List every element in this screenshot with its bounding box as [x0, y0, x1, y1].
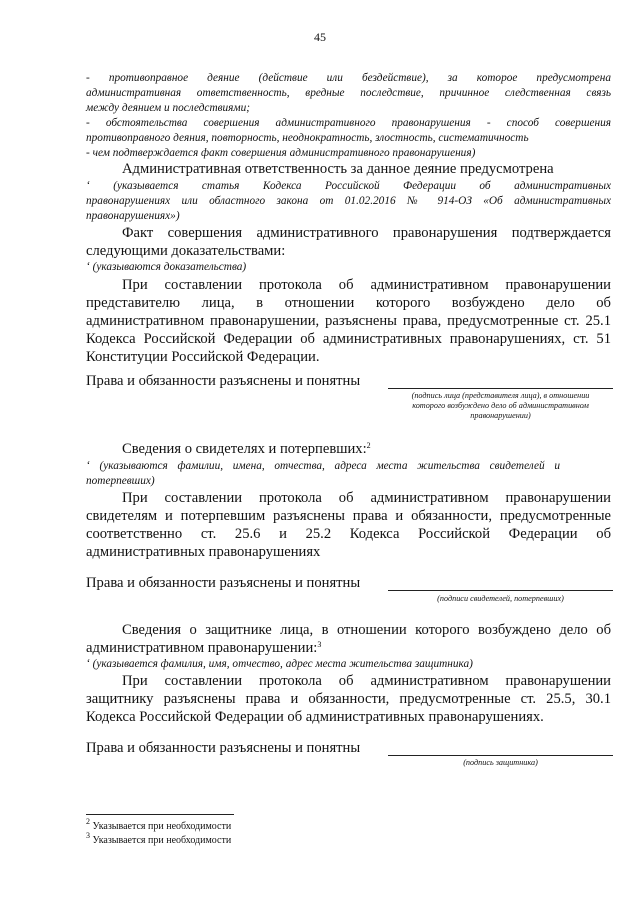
defender-text-line-1: При составлении протокола об административном правонарушении — [122, 673, 611, 689]
bullet-1-line-2: административная ответственность, вредные последствие, причинное следственная связь — [86, 87, 611, 99]
defender-text-line-3: Кодекса Российской Федерации об административных правонарушениях. — [86, 709, 544, 725]
signature-line-defender[interactable] — [388, 755, 613, 756]
witnesses-title: Сведения о свидетелях и потерпевших:$^2$ — [122, 441, 371, 457]
witnesses-note-line-2: потерпевших) — [86, 475, 155, 487]
liability-note-line-2: правонарушениях или областного закона от 01.02.2016 № 914-ОЗ «Об административных — [86, 195, 611, 207]
evidence-line-2: следующими доказательствами: — [86, 243, 286, 259]
witnesses-text-line-1: При составлении протокола об административном правонарушении — [122, 490, 611, 506]
defender-note: ‘ (указывается фамилия, имя, отчество, адрес места жительства защитника) — [86, 658, 473, 670]
rights-offender-line-1: При составлении протокола об административном правонарушении — [122, 277, 611, 293]
signature-line-offender[interactable] — [388, 388, 613, 389]
liability-text: Административная ответственность за данное деяние предусмотрена — [122, 161, 554, 177]
bullet-2-line-1: - обстоятельства совершения административного правонарушения - способ совершения — [86, 117, 611, 129]
witnesses-note-line-1: ‘ (указываются фамилии, имена, отчества, адреса места жительства свидетелей и — [86, 460, 560, 472]
footnote-2: $^2$ Указывается при необходимости — [86, 817, 232, 832]
footnote-ref-3: 3 — [317, 640, 322, 649]
bullet-3-line-1: - чем подтверждается факт совершения административного правонарушения) — [86, 147, 476, 159]
defender-title-line-1: Сведения о защитнике лица, в отношении которого возбуждено дело об — [122, 622, 611, 638]
bullet-1-line-1: - противоправное деяние (действие или бездействие), за которое предусмотрена — [86, 72, 611, 84]
page-number: 45 — [314, 30, 326, 44]
signature-caption-offender-line-2: которого возбуждено дело об административном — [412, 401, 589, 410]
evidence-line-1: Факт совершения административного правонарушения подтверждается — [122, 225, 611, 241]
rights-offender-line-4: Кодекса Российской Федерации об административных правонарушениях, ст. 51 — [86, 331, 611, 347]
rights-offender-line-5: Конституции Российской Федерации. — [86, 349, 320, 365]
bullet-1-line-3: между деянием и последствиями; — [86, 102, 251, 114]
evidence-note: ‘ (указываются доказательства) — [86, 261, 247, 273]
signature-label-witnesses: Права и обязанности разъяснены и понятны — [86, 575, 361, 591]
bullet-2-line-2: противоправного деяния, повторность, неоднократность, злостность, систематичность — [86, 132, 529, 144]
signature-caption-witnesses: (подписи свидетелей, потерпевших) — [437, 594, 564, 603]
footnote-separator — [86, 814, 234, 815]
signature-caption-defender: (подпись защитника) — [463, 758, 538, 767]
liability-note-line-3: правонарушениях») — [86, 210, 180, 222]
defender-title-line-2: административном правонарушении:$^3$ — [86, 640, 322, 656]
signature-caption-offender-line-3: правонарушении) — [470, 411, 531, 420]
signature-caption-offender-line-1: (подпись лица (представителя лица), в отношении — [411, 391, 590, 400]
footnote-3: $^3$ Указывается при необходимости — [86, 831, 232, 846]
rights-offender-line-3: административном правонарушении, разъяснены права, предусмотренные ст. 25.1 — [86, 313, 611, 329]
signature-label-defender: Права и обязанности разъяснены и понятны — [86, 740, 361, 756]
signature-line-witnesses[interactable] — [388, 590, 613, 591]
footnote-ref-2: 2 — [366, 441, 371, 450]
signature-label-offender: Права и обязанности разъяснены и понятны — [86, 373, 361, 389]
witnesses-text-line-4: административных правонарушениях — [86, 544, 321, 560]
liability-note-line-1: ‘ (указывается статья Кодекса Российской Федерации об административных — [86, 180, 611, 192]
witnesses-text-line-3: соответственно ст. 25.6 и 25.2 Кодекса Российской Федерации об — [86, 526, 611, 542]
rights-offender-line-2: представителю лица, в отношении которого возбуждено дело об — [86, 295, 611, 311]
defender-text-line-2: защитнику разъяснены права и обязанности, предусмотренные ст. 25.5, 30.1 — [86, 691, 611, 707]
witnesses-text-line-2: свидетелям и потерпевшим разъяснены права и обязанности, предусмотренные — [86, 508, 611, 524]
